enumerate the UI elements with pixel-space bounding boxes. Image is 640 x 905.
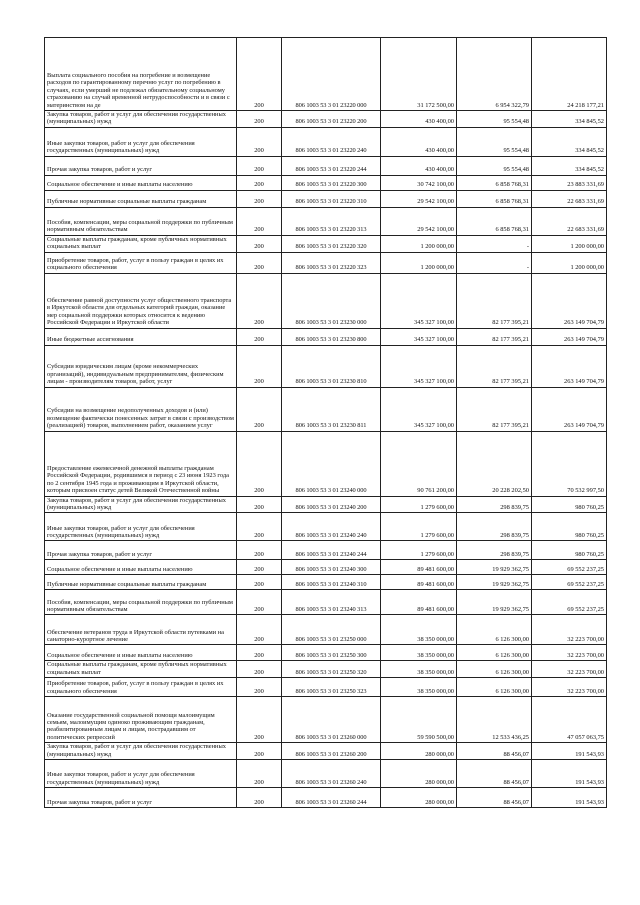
row-executed-cell: 88 456,07 <box>457 743 532 760</box>
row-approved-cell: 345 327 100,00 <box>381 328 457 345</box>
table-row <box>45 496 607 513</box>
row-code-cell: 200 <box>237 273 282 328</box>
row-executed-cell: - <box>457 235 532 252</box>
row-unexecuted-cell: 980 760,25 <box>532 496 607 513</box>
row-approved-cell: 90 761 200,00 <box>381 431 457 496</box>
table-row <box>45 273 607 328</box>
row-approved-cell: 430 400,00 <box>381 127 457 156</box>
row-name-cell: Прочая закупка товаров, работ и услуг <box>45 788 237 808</box>
row-code-cell: 200 <box>237 743 282 760</box>
table-row <box>45 175 607 190</box>
row-unexecuted-cell: 24 218 177,21 <box>532 38 607 111</box>
row-executed-cell: 82 177 395,21 <box>457 328 532 345</box>
table-row <box>45 431 607 496</box>
row-approved-cell: 89 481 600,00 <box>381 575 457 590</box>
row-name-cell: Иные закупки товаров, работ и услуг для обеспечения государственных (муниципальных) нужд <box>45 760 237 788</box>
row-kbk-cell: 806 1003 53 3 01 23230 811 <box>282 387 381 431</box>
row-unexecuted-cell: 32 223 700,00 <box>532 678 607 697</box>
table-row <box>45 743 607 760</box>
row-executed-cell: 88 456,07 <box>457 760 532 788</box>
row-unexecuted-cell: 191 543,93 <box>532 788 607 808</box>
row-approved-cell: 280 000,00 <box>381 760 457 788</box>
row-unexecuted-cell: 22 683 331,69 <box>532 190 607 207</box>
row-name-cell: Социальные выплаты гражданам, кроме публичных нормативных социальных выплат <box>45 235 237 252</box>
row-code-cell: 200 <box>237 175 282 190</box>
row-unexecuted-cell: 47 057 063,75 <box>532 697 607 743</box>
row-approved-cell: 1 279 600,00 <box>381 496 457 513</box>
table-row <box>45 252 607 273</box>
table-row <box>45 760 607 788</box>
row-code-cell: 200 <box>237 328 282 345</box>
row-name-cell: Публичные нормативные социальные выплаты гражданам <box>45 575 237 590</box>
table-row <box>45 788 607 808</box>
row-approved-cell: 1 200 000,00 <box>381 252 457 273</box>
row-code-cell: 200 <box>237 615 282 645</box>
row-code-cell: 200 <box>237 387 282 431</box>
row-name-cell: Пособия, компенсации, меры социальной поддержки по публичным нормативным обязательствам <box>45 207 237 235</box>
row-unexecuted-cell: 191 543,93 <box>532 760 607 788</box>
row-kbk-cell: 806 1003 53 3 01 23220 310 <box>282 190 381 207</box>
row-approved-cell: 345 327 100,00 <box>381 273 457 328</box>
row-name-cell: Иные закупки товаров, работ и услуг для обеспечения государственных (муниципальных) нужд <box>45 513 237 541</box>
row-kbk-cell: 806 1003 53 3 01 23240 000 <box>282 431 381 496</box>
row-kbk-cell: 806 1003 53 3 01 23240 244 <box>282 541 381 560</box>
budget-execution-table <box>44 37 607 808</box>
table-row <box>45 235 607 252</box>
row-name-cell: Пособия, компенсации, меры социальной поддержки по публичным нормативным обязательствам <box>45 590 237 615</box>
row-code-cell: 200 <box>237 697 282 743</box>
table-row <box>45 127 607 156</box>
row-unexecuted-cell: 1 200 000,00 <box>532 252 607 273</box>
row-code-cell: 200 <box>237 207 282 235</box>
row-name-cell: Обеспечение равной доступности услуг общественного транспорта в Иркутской области для отдельных категорий граждан, оказание мер социальной поддержки которых относится к ведению Российской Федерации и Иркутской области <box>45 273 237 328</box>
row-kbk-cell: 806 1003 53 3 01 23250 320 <box>282 661 381 678</box>
row-name-cell: Закупка товаров, работ и услуг для обеспечения государственных (муниципальных) нужд <box>45 496 237 513</box>
row-approved-cell: 1 279 600,00 <box>381 513 457 541</box>
row-approved-cell: 38 350 000,00 <box>381 645 457 661</box>
table-row <box>45 661 607 678</box>
row-executed-cell: 82 177 395,21 <box>457 345 532 387</box>
row-name-cell: Субсидии юридическим лицам (кроме некоммерческих организаций), индивидуальным предпринимателям, физическим лицам - производителям товаров, работ, услуг <box>45 345 237 387</box>
row-code-cell: 200 <box>237 760 282 788</box>
row-executed-cell: 298 839,75 <box>457 513 532 541</box>
row-unexecuted-cell: 69 552 237,25 <box>532 560 607 575</box>
row-kbk-cell: 806 1003 53 3 01 23230 810 <box>282 345 381 387</box>
table-row <box>45 615 607 645</box>
row-code-cell: 200 <box>237 661 282 678</box>
row-name-cell: Закупка товаров, работ и услуг для обеспечения государственных (муниципальных) нужд <box>45 743 237 760</box>
row-approved-cell: 38 350 000,00 <box>381 661 457 678</box>
row-kbk-cell: 806 1003 53 3 01 23220 313 <box>282 207 381 235</box>
row-executed-cell: 20 228 202,50 <box>457 431 532 496</box>
row-code-cell: 200 <box>237 127 282 156</box>
row-code-cell: 200 <box>237 678 282 697</box>
row-code-cell: 200 <box>237 156 282 175</box>
row-name-cell: Прочая закупка товаров, работ и услуг <box>45 541 237 560</box>
row-name-cell: Иные бюджетные ассигнования <box>45 328 237 345</box>
row-kbk-cell: 806 1003 53 3 01 23240 200 <box>282 496 381 513</box>
row-executed-cell: 19 929 362,75 <box>457 575 532 590</box>
row-unexecuted-cell: 191 543,93 <box>532 743 607 760</box>
row-kbk-cell: 806 1003 53 3 01 23230 000 <box>282 273 381 328</box>
row-unexecuted-cell: 70 532 997,50 <box>532 431 607 496</box>
row-approved-cell: 31 172 500,00 <box>381 38 457 111</box>
row-executed-cell: 19 929 362,75 <box>457 560 532 575</box>
row-unexecuted-cell: 980 760,25 <box>532 513 607 541</box>
row-code-cell: 200 <box>237 431 282 496</box>
row-approved-cell: 1 200 000,00 <box>381 235 457 252</box>
row-name-cell: Социальное обеспечение и иные выплаты населению <box>45 645 237 661</box>
row-kbk-cell: 806 1003 53 3 01 23240 310 <box>282 575 381 590</box>
row-approved-cell: 30 742 100,00 <box>381 175 457 190</box>
row-unexecuted-cell: 32 223 700,00 <box>532 661 607 678</box>
table-row <box>45 38 607 111</box>
row-unexecuted-cell: 334 845,52 <box>532 111 607 128</box>
table-row <box>45 645 607 661</box>
row-kbk-cell: 806 1003 53 3 01 23220 320 <box>282 235 381 252</box>
row-executed-cell: 6 126 300,00 <box>457 661 532 678</box>
row-executed-cell: - <box>457 252 532 273</box>
row-unexecuted-cell: 263 149 704,79 <box>532 328 607 345</box>
row-approved-cell: 38 350 000,00 <box>381 615 457 645</box>
table-row <box>45 207 607 235</box>
row-kbk-cell: 806 1003 53 3 01 23220 244 <box>282 156 381 175</box>
row-kbk-cell: 806 1003 53 3 01 23250 323 <box>282 678 381 697</box>
row-kbk-cell: 806 1003 53 3 01 23220 300 <box>282 175 381 190</box>
row-unexecuted-cell: 69 552 237,25 <box>532 590 607 615</box>
row-unexecuted-cell: 23 883 331,69 <box>532 175 607 190</box>
row-unexecuted-cell: 263 149 704,79 <box>532 273 607 328</box>
row-approved-cell: 38 350 000,00 <box>381 678 457 697</box>
row-executed-cell: 19 929 362,75 <box>457 590 532 615</box>
row-unexecuted-cell: 22 683 331,69 <box>532 207 607 235</box>
row-unexecuted-cell: 32 223 700,00 <box>532 615 607 645</box>
row-unexecuted-cell: 334 845,52 <box>532 156 607 175</box>
row-code-cell: 200 <box>237 190 282 207</box>
row-code-cell: 200 <box>237 560 282 575</box>
row-code-cell: 200 <box>237 252 282 273</box>
row-code-cell: 200 <box>237 788 282 808</box>
row-name-cell: Социальное обеспечение и иные выплаты населению <box>45 175 237 190</box>
row-kbk-cell: 806 1003 53 3 01 23260 240 <box>282 760 381 788</box>
row-executed-cell: 95 554,48 <box>457 156 532 175</box>
table-row <box>45 328 607 345</box>
row-unexecuted-cell: 263 149 704,79 <box>532 387 607 431</box>
row-approved-cell: 280 000,00 <box>381 788 457 808</box>
table-row <box>45 345 607 387</box>
row-approved-cell: 430 400,00 <box>381 156 457 175</box>
row-name-cell: Публичные нормативные социальные выплаты гражданам <box>45 190 237 207</box>
row-executed-cell: 6 858 768,31 <box>457 190 532 207</box>
row-name-cell: Выплата социального пособия на погребение и возмещение расходов по гарантированному перечню услуг по погребению в случаях, если умерший не подлежал обязательному социальному страхованию на случай временной нетрудоспособности и в связи с материнством на де <box>45 38 237 111</box>
row-name-cell: Приобретение товаров, работ, услуг в пользу граждан в целях их социального обеспечения <box>45 678 237 697</box>
row-name-cell: Приобретение товаров, работ, услуг в пользу граждан в целях их социального обеспечения <box>45 252 237 273</box>
row-executed-cell: 6 858 768,31 <box>457 207 532 235</box>
row-unexecuted-cell: 69 552 237,25 <box>532 575 607 590</box>
row-name-cell: Оказание государственной социальной помощи малоимущим семьям, малоимущим одиноко проживающим гражданам, реабилитированным лицам и лицам, пострадавшим от политических репрессий <box>45 697 237 743</box>
row-executed-cell: 6 858 768,31 <box>457 175 532 190</box>
row-executed-cell: 6 126 300,00 <box>457 615 532 645</box>
table-row <box>45 111 607 128</box>
table-row <box>45 513 607 541</box>
row-approved-cell: 345 327 100,00 <box>381 345 457 387</box>
row-executed-cell: 88 456,07 <box>457 788 532 808</box>
row-unexecuted-cell: 1 200 000,00 <box>532 235 607 252</box>
row-kbk-cell: 806 1003 53 3 01 23240 240 <box>282 513 381 541</box>
table-row <box>45 156 607 175</box>
row-code-cell: 200 <box>237 541 282 560</box>
row-executed-cell: 298 839,75 <box>457 496 532 513</box>
row-kbk-cell: 806 1003 53 3 01 23240 300 <box>282 560 381 575</box>
row-name-cell: Субсидии на возмещение недополученных доходов и (или) возмещение фактически понесенных затрат в связи с производством (реализацией) товаров, выполнением работ, оказанием услуг <box>45 387 237 431</box>
row-unexecuted-cell: 980 760,25 <box>532 541 607 560</box>
row-executed-cell: 82 177 395,21 <box>457 273 532 328</box>
row-executed-cell: 82 177 395,21 <box>457 387 532 431</box>
row-name-cell: Закупка товаров, работ и услуг для обеспечения государственных (муниципальных) нужд <box>45 111 237 128</box>
table-row <box>45 560 607 575</box>
row-executed-cell: 6 126 300,00 <box>457 678 532 697</box>
row-name-cell: Социальные выплаты гражданам, кроме публичных нормативных социальных выплат <box>45 661 237 678</box>
row-code-cell: 200 <box>237 38 282 111</box>
row-code-cell: 200 <box>237 235 282 252</box>
row-approved-cell: 29 542 100,00 <box>381 207 457 235</box>
row-name-cell: Иные закупки товаров, работ и услуг для обеспечения государственных (муниципальных) нужд <box>45 127 237 156</box>
row-code-cell: 200 <box>237 345 282 387</box>
row-name-cell: Прочая закупка товаров, работ и услуг <box>45 156 237 175</box>
table-row <box>45 575 607 590</box>
row-kbk-cell: 806 1003 53 3 01 23220 000 <box>282 38 381 111</box>
row-executed-cell: 95 554,48 <box>457 111 532 128</box>
row-unexecuted-cell: 334 845,52 <box>532 127 607 156</box>
row-kbk-cell: 806 1003 53 3 01 23250 300 <box>282 645 381 661</box>
row-kbk-cell: 806 1003 53 3 01 23220 323 <box>282 252 381 273</box>
row-kbk-cell: 806 1003 53 3 01 23240 313 <box>282 590 381 615</box>
row-kbk-cell: 806 1003 53 3 01 23260 000 <box>282 697 381 743</box>
row-approved-cell: 89 481 600,00 <box>381 590 457 615</box>
row-executed-cell: 6 954 322,79 <box>457 38 532 111</box>
row-code-cell: 200 <box>237 575 282 590</box>
row-unexecuted-cell: 263 149 704,79 <box>532 345 607 387</box>
row-executed-cell: 298 839,75 <box>457 541 532 560</box>
row-approved-cell: 29 542 100,00 <box>381 190 457 207</box>
row-approved-cell: 430 400,00 <box>381 111 457 128</box>
row-kbk-cell: 806 1003 53 3 01 23260 200 <box>282 743 381 760</box>
row-kbk-cell: 806 1003 53 3 01 23220 200 <box>282 111 381 128</box>
row-code-cell: 200 <box>237 513 282 541</box>
row-executed-cell: 6 126 300,00 <box>457 645 532 661</box>
table-row <box>45 190 607 207</box>
row-unexecuted-cell: 32 223 700,00 <box>532 645 607 661</box>
row-approved-cell: 59 590 500,00 <box>381 697 457 743</box>
row-name-cell: Предоставление ежемесячной денежной выплаты гражданам Российской Федерации, родившимся в период с 23 июня 1923 года по 2 сентября 1945 года и проживающим в Иркутской области, которым присвоен статус детей Великой Отечественной войны <box>45 431 237 496</box>
table-row <box>45 541 607 560</box>
row-code-cell: 200 <box>237 496 282 513</box>
table-row <box>45 387 607 431</box>
row-executed-cell: 95 554,48 <box>457 127 532 156</box>
table-row <box>45 678 607 697</box>
table-row <box>45 697 607 743</box>
row-executed-cell: 12 533 436,25 <box>457 697 532 743</box>
row-approved-cell: 280 000,00 <box>381 743 457 760</box>
row-kbk-cell: 806 1003 53 3 01 23220 240 <box>282 127 381 156</box>
row-kbk-cell: 806 1003 53 3 01 23230 800 <box>282 328 381 345</box>
row-approved-cell: 1 279 600,00 <box>381 541 457 560</box>
row-kbk-cell: 806 1003 53 3 01 23260 244 <box>282 788 381 808</box>
row-code-cell: 200 <box>237 645 282 661</box>
row-name-cell: Социальное обеспечение и иные выплаты населению <box>45 560 237 575</box>
row-kbk-cell: 806 1003 53 3 01 23250 000 <box>282 615 381 645</box>
row-code-cell: 200 <box>237 590 282 615</box>
row-code-cell: 200 <box>237 111 282 128</box>
row-approved-cell: 345 327 100,00 <box>381 387 457 431</box>
table-row <box>45 590 607 615</box>
row-name-cell: Обеспечение ветеранов труда в Иркутской области путевками на санаторно-курортное лечение <box>45 615 237 645</box>
row-approved-cell: 89 481 600,00 <box>381 560 457 575</box>
table-body <box>45 38 607 808</box>
